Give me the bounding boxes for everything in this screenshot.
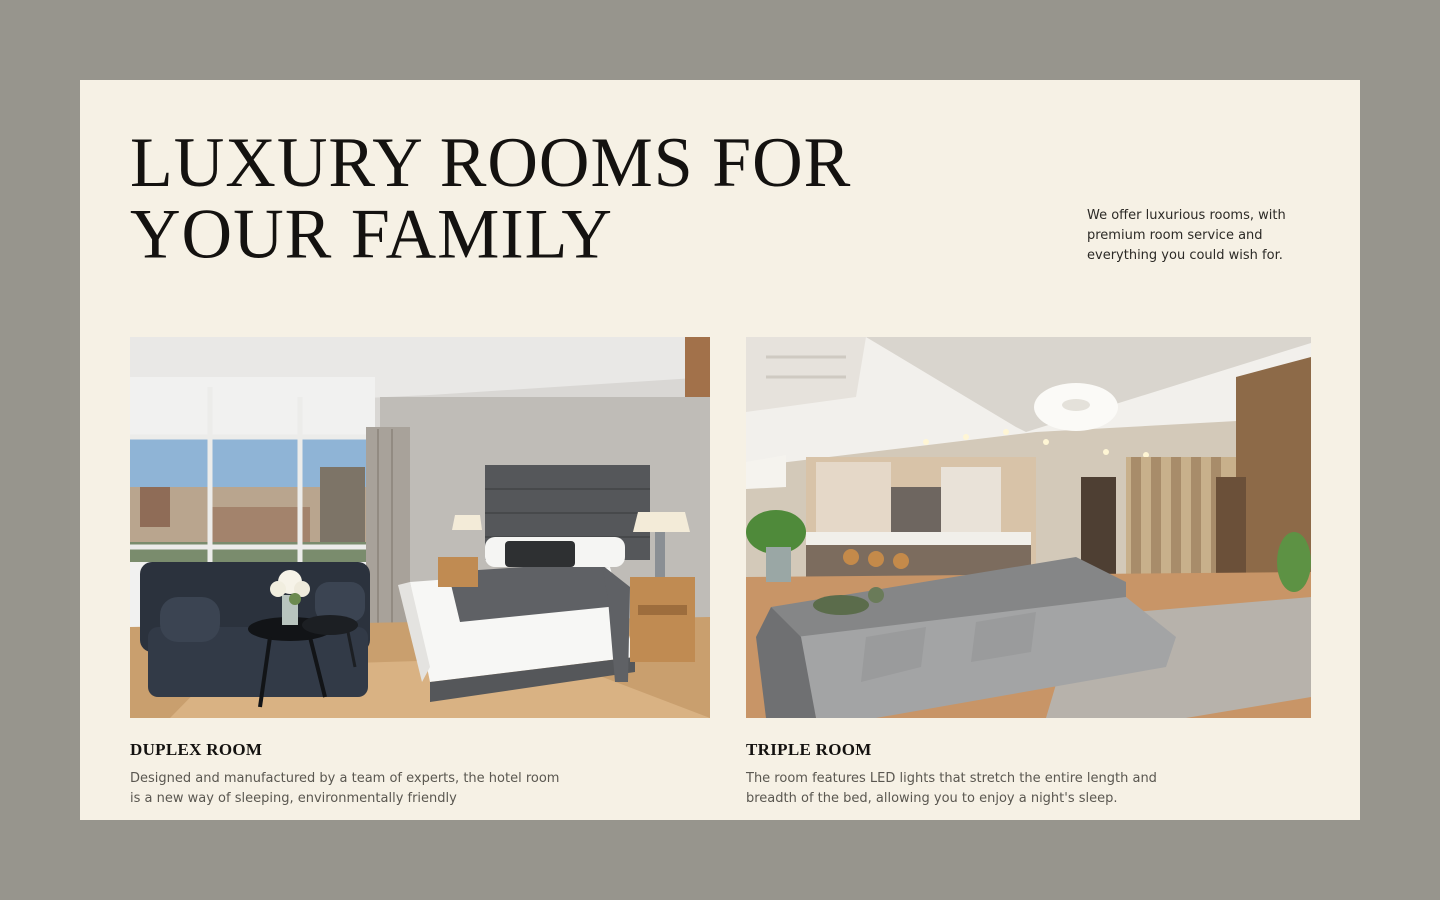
room-title[interactable]: DUPLEX ROOM bbox=[130, 740, 263, 759]
rooms-section bbox=[80, 80, 1360, 820]
living-room-illustration bbox=[746, 337, 1311, 718]
page-title-line-1: LUXURY ROOMS FOR bbox=[130, 123, 852, 203]
page-title-line-2: YOUR FAMILY bbox=[130, 195, 613, 274]
room-description: Designed and manufactured by a team of experts, the hotel room is a new way of sleeping, environmentally friendly bbox=[130, 771, 560, 806]
room-card-triple[interactable] bbox=[746, 337, 1311, 809]
page-title bbox=[130, 123, 852, 274]
room-card-duplex[interactable] bbox=[130, 337, 710, 809]
hotel-bedroom-photo[interactable] bbox=[130, 337, 710, 718]
room-title[interactable]: TRIPLE ROOM bbox=[746, 740, 872, 759]
living-room-kitchen-photo[interactable] bbox=[746, 337, 1311, 718]
bedroom-illustration bbox=[130, 337, 710, 718]
intro-text: We offer luxurious rooms, with premium room service and everything you could wish for. bbox=[1087, 208, 1286, 263]
room-description: The room features LED lights that stretch the entire length and breadth of the bed, allowing you to enjoy a night's sleep. bbox=[746, 771, 1157, 806]
